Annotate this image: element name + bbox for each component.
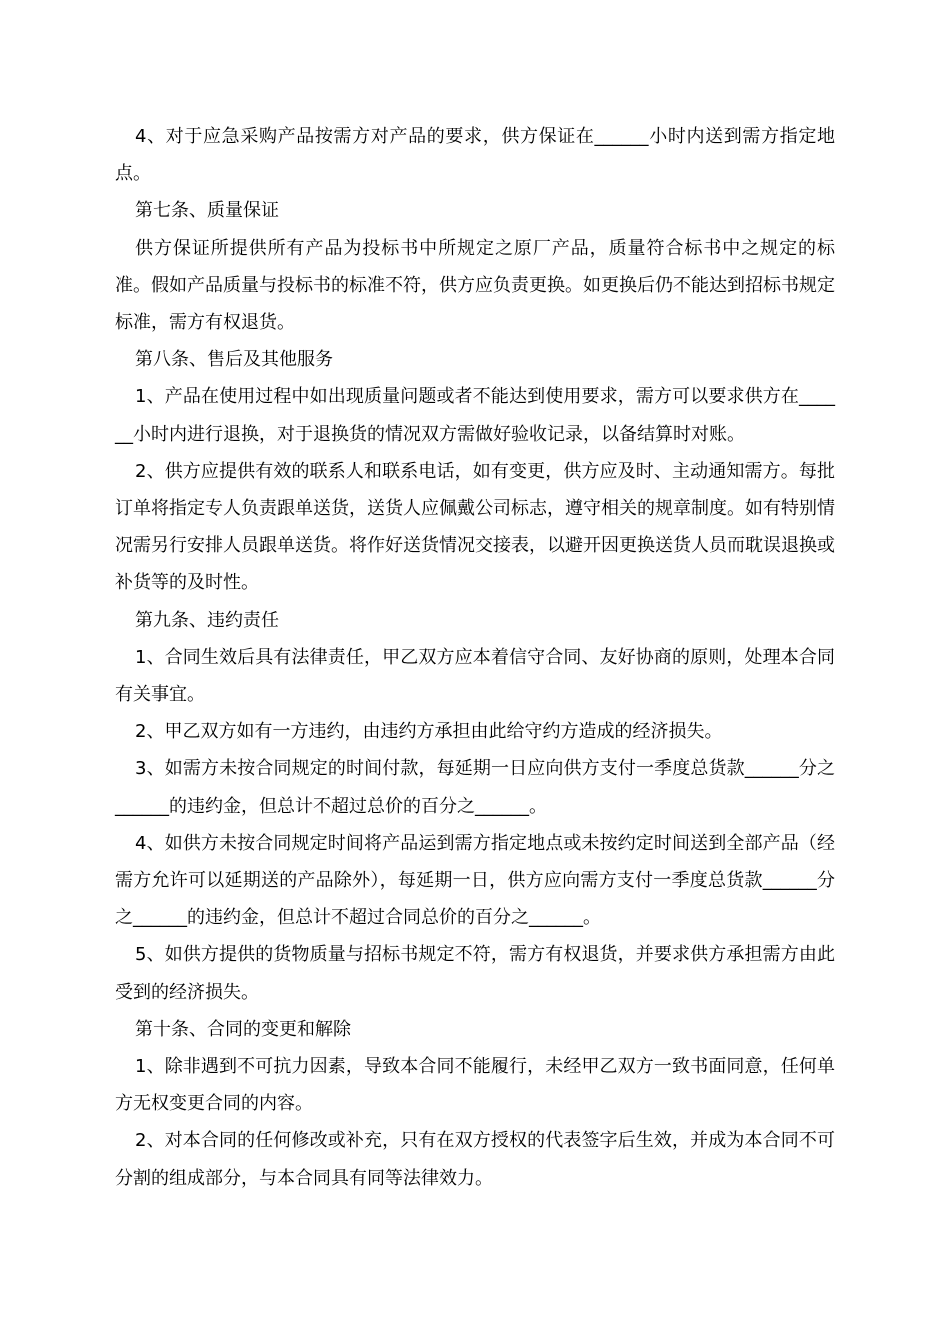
article-8-item-2: 2、供方应提供有效的联系人和联系电话，如有变更，供方应及时、主动通知需方。每批订单将指定专人负责跟单送货，送货人应佩戴公司标志，遵守相关的规章制度。如有特别情况需另行安排人员跟单送货。将作好送货情况交接表，以避开因更换送货人员而耽误退换或补货等的及时性。 (115, 460, 835, 594)
article-9-item-2: 2、甲乙双方如有一方违约，由违约方承担由此给守约方造成的经济损失。 (135, 721, 723, 743)
article-9-item-1: 1、合同生效后具有法律责任，甲乙双方应本着信守合同、友好协商的原则，处理本合同有关事宜。 (115, 646, 835, 706)
article-8-item-1: 1、产品在使用过程中如出现质量问题或者不能达到使用要求，需方可以要求供方在______小时内进行退换，对于退换货的情况双方需做好验收记录，以备结算时对账。 (115, 386, 835, 445)
article-9-item-4: 4、如供方未按合同规定时间将产品运到需方指定地点或未按约定时间送到全部产品（经需方允许可以延期送的产品除外），每延期一日，供方应向需方支付一季度总货款______分之______的违约金，但总计不超过合同总价的百分之______。 (115, 832, 835, 929)
clause-6-item-4: 4、对于应急采购产品按需方对产品的要求，供方保证在______小时内送到需方指定地点。 (115, 126, 835, 185)
article-7-body: 供方保证所提供所有产品为投标书中所规定之原厂产品，质量符合标书中之规定的标准。假如产品质量与投标书的标准不符，供方应负责更换。如更换后仍不能达到招标书规定标准，需方有权退货。 (115, 237, 835, 334)
article-9-heading: 第九条、违约责任 (135, 609, 279, 631)
article-10-item-1: 1、除非遇到不可抗力因素，导致本合同不能履行，未经甲乙双方一致书面同意，任何单方无权变更合同的内容。 (115, 1056, 835, 1115)
article-10-item-2: 2、对本合同的任何修改或补充，只有在双方授权的代表签字后生效，并成为本合同不可分割的组成部分，与本合同具有同等法律效力。 (115, 1130, 835, 1189)
article-9-item-3: 3、如需方未按合同规定的时间付款，每延期一日应向供方支付一季度总货款______分之______的违约金，但总计不超过总价的百分之______。 (115, 758, 835, 817)
article-7-heading: 第七条、质量保证 (135, 200, 279, 222)
article-10-heading: 第十条、合同的变更和解除 (135, 1018, 351, 1040)
article-9-item-5: 5、如供方提供的货物质量与招标书规定不符，需方有权退货，并要求供方承担需方由此受到的经济损失。 (115, 944, 835, 1003)
document-page (115, 118, 835, 1197)
article-8-heading: 第八条、售后及其他服务 (135, 349, 333, 371)
